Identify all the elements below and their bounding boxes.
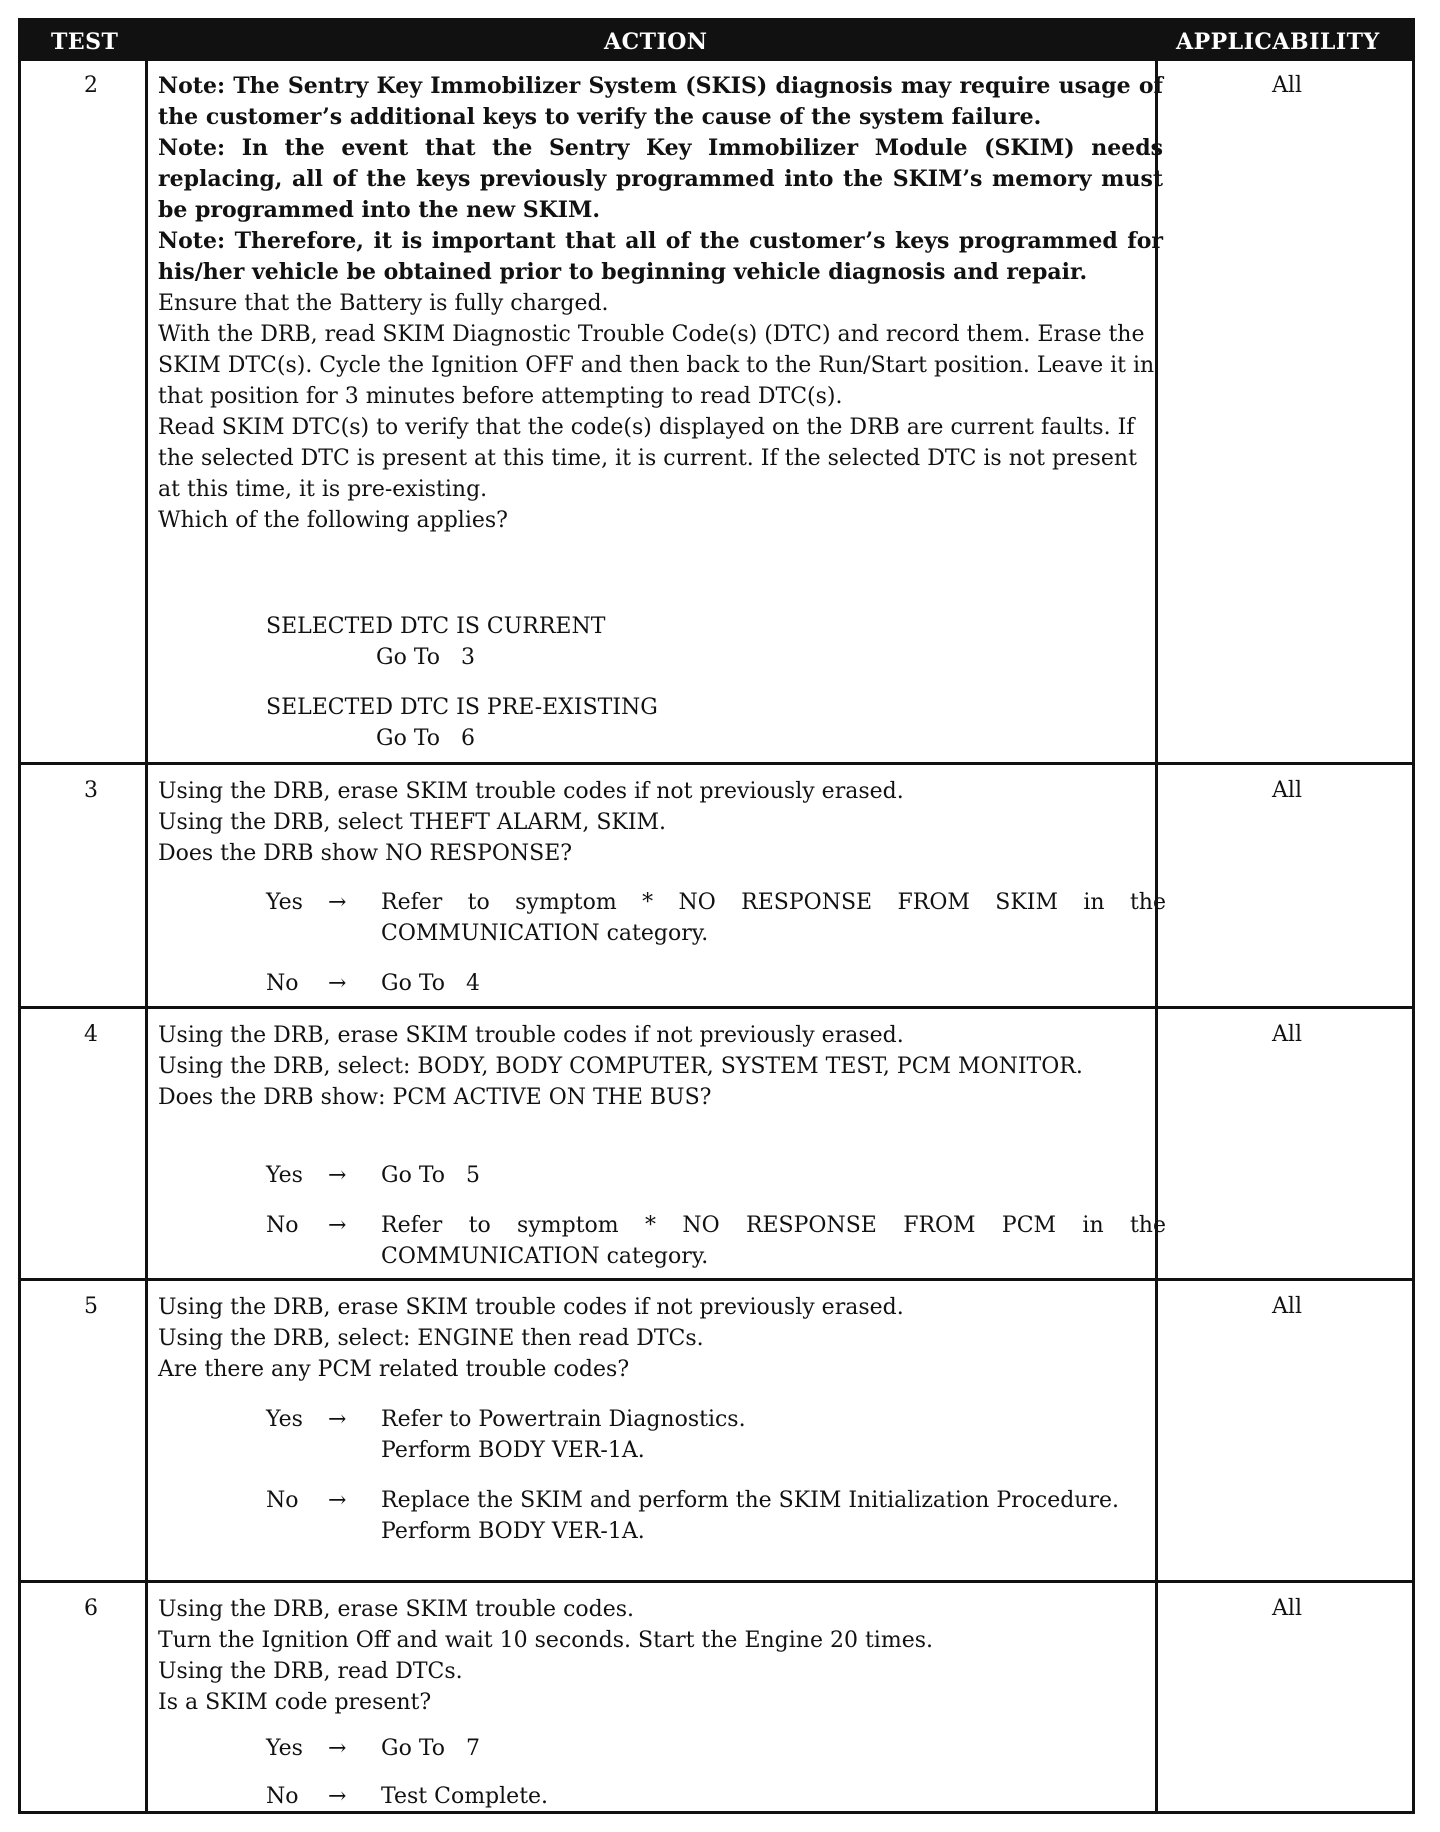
option-label: No: [266, 971, 299, 996]
applicability-value: All: [1272, 1022, 1302, 1047]
test-number: 2: [84, 73, 98, 98]
row-divider: [21, 1006, 1412, 1009]
step-text: Using the DRB, erase SKIM trouble codes.: [158, 1597, 635, 1622]
test-number: 5: [84, 1294, 98, 1319]
note: Note: Therefore, it is important that all of the customer’s keys programmed for his/her vehicle be obtained prior to beginning vehicle diagnosis and repair.: [158, 228, 1163, 285]
option-text: Go To 7: [381, 1736, 480, 1761]
action-text: [158, 71, 1163, 536]
action-text: [158, 1594, 1163, 1718]
option-label: Yes: [266, 890, 303, 915]
step-text: With the DRB, read SKIM Diagnostic Trouble Code(s) (DTC) and record them. Erase the SKIM DTC(s). Cycle the Ignition OFF and then back to the Run/Start position. Leave it in that position for 3 minutes before attempting to read DTC(s).: [158, 322, 1155, 409]
step-text: Using the DRB, read DTCs.: [158, 1659, 463, 1684]
question-text: Is a SKIM code present?: [158, 1690, 432, 1715]
arrow-icon: →: [328, 1784, 347, 1809]
arrow-icon: →: [328, 971, 347, 996]
question-text: Does the DRB show NO RESPONSE?: [158, 841, 573, 866]
applicability-value: All: [1272, 778, 1302, 803]
option-text: [381, 1485, 1166, 1547]
option-label: Yes: [266, 1407, 303, 1432]
step-text: Turn the Ignition Off and wait 10 seconds. Start the Engine 20 times.: [158, 1628, 933, 1653]
option-text: [381, 1404, 1166, 1466]
step-text: Using the DRB, erase SKIM trouble codes if not previously erased.: [158, 1023, 904, 1048]
option-label: No: [266, 1488, 299, 1513]
step-text: Using the DRB, select: ENGINE then read DTCs.: [158, 1326, 704, 1351]
question-text: Which of the following applies?: [158, 508, 508, 533]
option-label: No: [266, 1213, 299, 1238]
choice-label: SELECTED DTC IS CURRENT: [266, 614, 606, 639]
row-divider: [21, 1278, 1412, 1281]
test-number: 3: [84, 778, 98, 803]
test-number: 4: [84, 1022, 98, 1047]
option-text: Refer to symptom * NO RESPONSE FROM PCM in the COMMUNICATION category.: [381, 1213, 1166, 1269]
header-applicability: APPLICABILITY: [1176, 29, 1380, 55]
step-text: Ensure that the Battery is fully charged.: [158, 291, 609, 316]
action-text: [158, 776, 1163, 869]
header-action: ACTION: [604, 29, 708, 55]
option-text: Go To 4: [381, 971, 480, 996]
option-label: Yes: [266, 1736, 303, 1761]
option-label: Yes: [266, 1163, 303, 1188]
row-divider: [21, 1580, 1412, 1583]
option-line: Replace the SKIM and perform the SKIM Initialization Procedure.: [381, 1488, 1120, 1513]
action-text: [158, 1292, 1163, 1385]
diagnostic-table: [18, 18, 1415, 1814]
applicability-value: All: [1272, 1596, 1302, 1621]
choice-result: Go To 3: [376, 645, 475, 670]
step-text: Using the DRB, erase SKIM trouble codes if not previously erased.: [158, 779, 904, 804]
option-line: Perform BODY VER-1A.: [381, 1438, 645, 1463]
action-text: [158, 1020, 1163, 1113]
applicability-value: All: [1272, 73, 1302, 98]
question-text: Are there any PCM related trouble codes?: [158, 1357, 630, 1382]
test-number: 6: [84, 1596, 98, 1621]
option-line: Perform BODY VER-1A.: [381, 1519, 645, 1544]
arrow-icon: →: [328, 890, 347, 915]
option-label: No: [266, 1784, 299, 1809]
option-line: Refer to Powertrain Diagnostics.: [381, 1407, 746, 1432]
step-text: Read SKIM DTC(s) to verify that the code(s) displayed on the DRB are current faults. If the selected DTC is present at this time, it is current. If the selected DTC is not present at this time, it is pre-existing.: [158, 415, 1137, 502]
note: Note: In the event that the Sentry Key Immobilizer Module (SKIM) needs replacing, all of the keys previously programmed into the SKIM’s memory must be programmed into the new SKIM.: [158, 135, 1163, 223]
arrow-icon: →: [328, 1163, 347, 1188]
arrow-icon: →: [328, 1407, 347, 1432]
step-text: Using the DRB, erase SKIM trouble codes if not previously erased.: [158, 1295, 904, 1320]
header-test: TEST: [51, 29, 119, 55]
option-text: Test Complete.: [381, 1784, 549, 1809]
step-text: Using the DRB, select THEFT ALARM, SKIM.: [158, 810, 667, 835]
choice-result: Go To 6: [376, 726, 475, 751]
row-divider: [21, 762, 1412, 765]
column-divider: [145, 61, 148, 1811]
option-text: Go To 5: [381, 1163, 480, 1188]
option-text: Refer to symptom * NO RESPONSE FROM SKIM in the COMMUNICATION category.: [381, 890, 1166, 946]
arrow-icon: →: [328, 1736, 347, 1761]
arrow-icon: →: [328, 1488, 347, 1513]
choice-label: SELECTED DTC IS PRE-EXISTING: [266, 695, 658, 720]
note: Note: The Sentry Key Immobilizer System (SKIS) diagnosis may require usage of the customer’s additional keys to verify the cause of the system failure.: [158, 73, 1163, 130]
table-header: [21, 21, 1412, 61]
question-text: Does the DRB show: PCM ACTIVE ON THE BUS?: [158, 1085, 712, 1110]
step-text: Using the DRB, select: BODY, BODY COMPUTER, SYSTEM TEST, PCM MONITOR.: [158, 1054, 1083, 1079]
arrow-icon: →: [328, 1213, 347, 1238]
applicability-value: All: [1272, 1294, 1302, 1319]
